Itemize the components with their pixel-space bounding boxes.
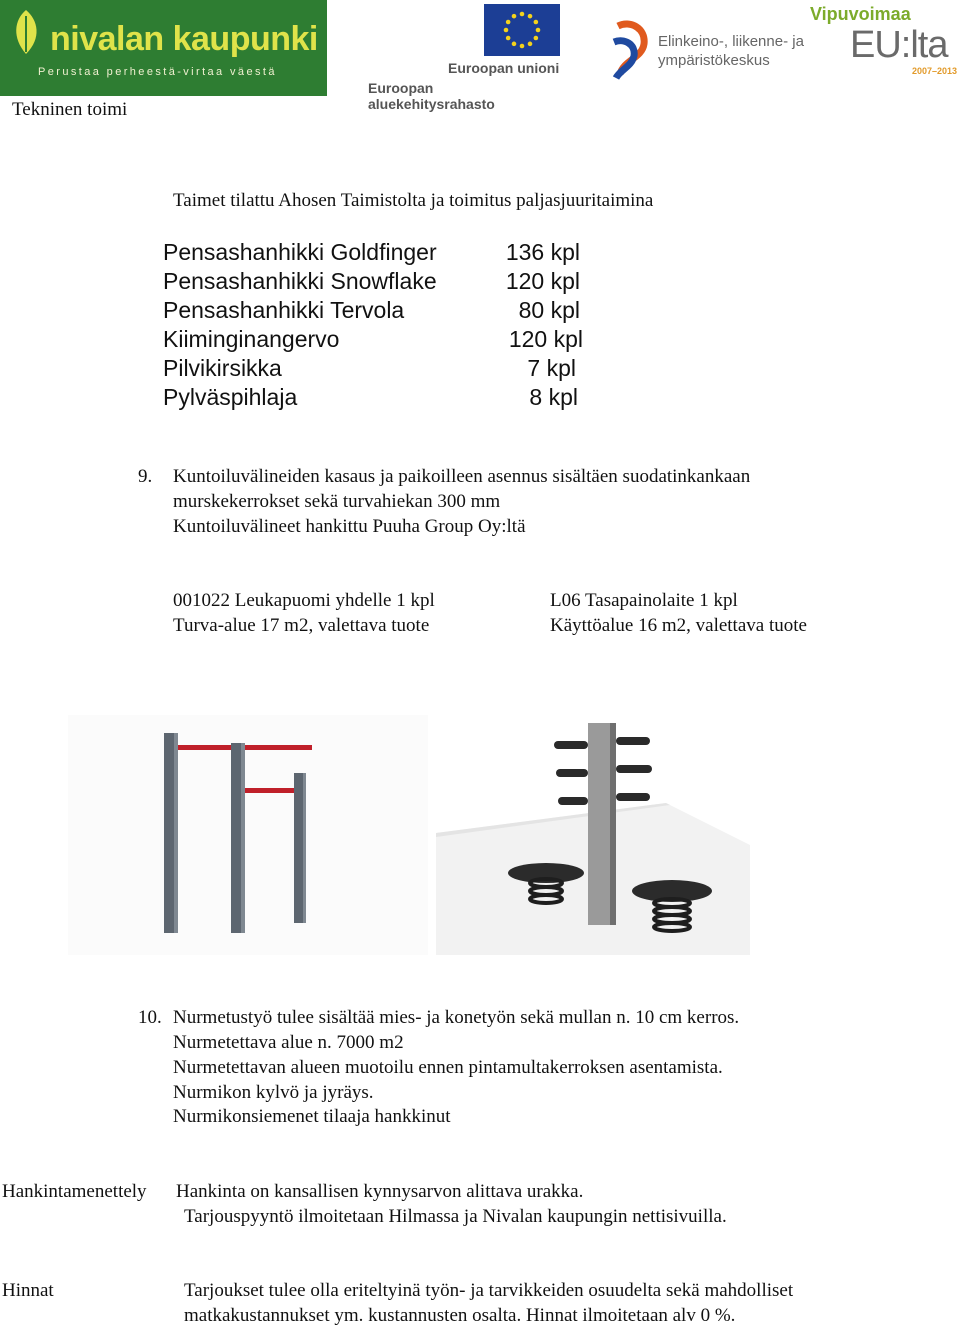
eu-logo-line1: Euroopan unioni: [448, 60, 560, 76]
eu-star-icon: [506, 20, 511, 25]
plant-name: Pensashanhikki Snowflake: [163, 268, 437, 294]
section10-line5: Nurmikonsiemenet tilaaja hankkinut: [173, 1106, 451, 1127]
procurement-label: Hankintamenettely: [2, 1181, 147, 1202]
section-number: 9.: [138, 466, 153, 487]
plant-name: Pensashanhikki Tervola: [163, 297, 405, 323]
section10-line3: Nurmetettavan alueen muotoilu ennen pintamultakerroksen asentamista.: [173, 1057, 723, 1078]
vipu-logo-years: 2007–2013: [912, 66, 958, 76]
eu-star-icon: [536, 28, 541, 33]
department-title: Tekninen toimi: [12, 99, 128, 120]
section10-line2: Nurmetettava alue n. 7000 m2: [173, 1032, 404, 1053]
plant-name: Pensashanhikki Goldfinger: [163, 239, 437, 265]
prices-label: Hinnat: [2, 1280, 54, 1301]
section9-line3: Kuntoiluvälineet hankittu Puuha Group Oy:ltä: [173, 516, 526, 537]
plant-qty: 120 kpl: [505, 268, 580, 294]
eu-star-icon: [534, 20, 539, 25]
section10-line1: Nurmetustyö tulee sisältää mies- ja konetyön sekä mullan n. 10 cm kerros.: [173, 1007, 740, 1028]
nivala-logo-text: nivalan kaupunki: [50, 20, 318, 58]
plant-name: Kiiminginangervo: [163, 326, 340, 352]
eu-star-icon: [512, 42, 517, 47]
eu-star-icon: [528, 14, 533, 19]
plant-qty: 7 kpl: [527, 355, 576, 381]
prices-line2: matkakustannukset ym. kustannusten osalta. Hinnat ilmoitetaan alv 0 %.: [184, 1305, 736, 1326]
section9-line2: murskekerrokset sekä turvahiekan 300 mm: [173, 491, 501, 512]
eu-star-icon: [506, 36, 511, 41]
prices-line1: Tarjoukset tulee olla eriteltyinä työn- ja tarvikkeiden osuudelta sekä mahdolliset: [184, 1280, 794, 1301]
nivala-logo-slogan: Perustaa perheestä-virtaa väestä: [38, 66, 277, 78]
ely-logo-text: [658, 32, 804, 70]
equipment-2-title: L06 Tasapainolaite 1 kpl: [550, 590, 738, 611]
vipuvoimaa-logo: [808, 2, 960, 82]
balance-device-image: [436, 715, 750, 955]
eu-star-icon: [528, 42, 533, 47]
equipment-2-area: Käyttöalue 16 m2, valettava tuote: [550, 615, 807, 636]
eu-star-icon: [534, 36, 539, 41]
equipment-1-title: 001022 Leukapuomi yhdelle 1 kpl: [173, 590, 435, 611]
plants-intro: Taimet tilattu Ahosen Taimistolta ja toimitus paljasjuuritaimina: [173, 190, 654, 211]
plant-qty: 8 kpl: [529, 384, 578, 410]
eu-star-icon: [512, 14, 517, 19]
plant-name: Pilvikirsikka: [163, 355, 282, 381]
ely-logo: [610, 16, 804, 86]
section9-line1: Kuntoiluvälineiden kasaus ja paikoilleen asennus sisältäen suodatinkankaan: [173, 466, 751, 487]
eu-star-icon: [504, 28, 509, 33]
eu-star-icon: [520, 12, 525, 17]
pull-up-bar-image: [68, 715, 428, 955]
eu-flag-icon: [484, 4, 560, 56]
plant-name: Pylväspihlaja: [163, 384, 298, 410]
ely-logo-line1: Elinkeino-, liikenne- ja: [658, 33, 804, 50]
ely-logo-line2: ympäristökeskus: [658, 52, 770, 69]
procurement-line1: Hankinta on kansallisen kynnysarvon alittava urakka.: [176, 1181, 584, 1202]
equipment-1-area: Turva-alue 17 m2, valettava tuote: [173, 615, 430, 636]
ely-emblem-icon: [610, 20, 654, 80]
procurement-line2: Tarjouspyyntö ilmoitetaan Hilmassa ja Nivalan kaupungin nettisivuilla.: [184, 1206, 727, 1227]
vipu-logo-line2: EU:lta: [850, 24, 948, 66]
plant-qty: 136 kpl: [505, 239, 580, 265]
eu-logo-line2: Euroopan aluekehitysrahasto: [368, 80, 495, 112]
plant-qty: 80 kpl: [518, 297, 580, 323]
nivala-logo: [0, 0, 327, 96]
vipu-logo-line1: Vipuvoimaa: [810, 4, 911, 24]
eu-logo: [368, 4, 563, 112]
plant-qty: 120 kpl: [508, 326, 583, 352]
section10-line4: Nurmikon kylvö ja jyräys.: [173, 1082, 374, 1103]
eu-star-icon: [520, 44, 525, 49]
section-number: 10.: [138, 1007, 162, 1028]
leaf-icon: [8, 8, 44, 56]
